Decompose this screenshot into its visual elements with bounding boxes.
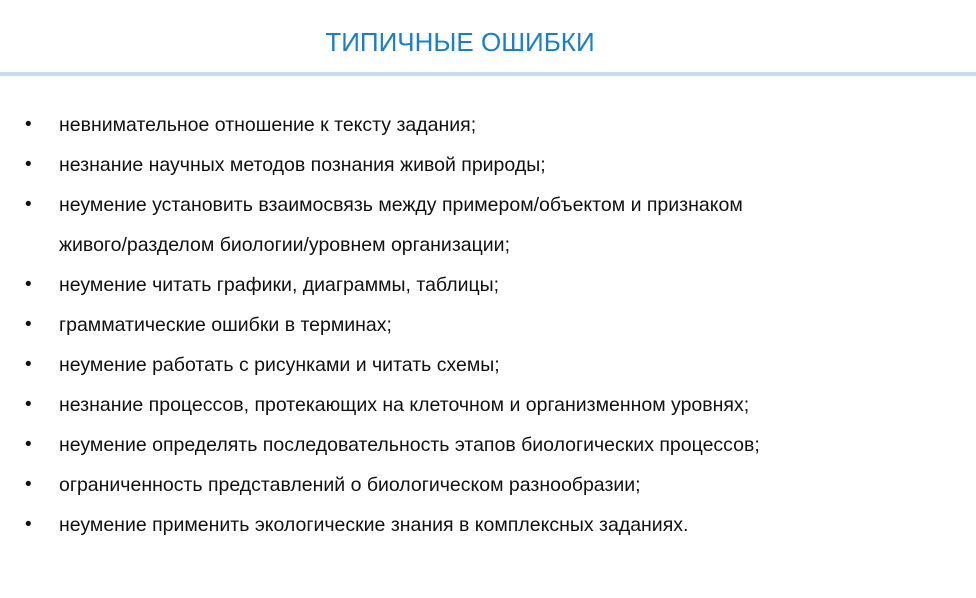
list-item	[0, 425, 976, 465]
bullet-icon: •	[25, 394, 32, 415]
bullet-icon: •	[25, 514, 32, 535]
list-item	[0, 145, 976, 185]
list-item	[0, 385, 976, 425]
list-item-text: неумение определять последовательность этапов биологических процессов;	[59, 434, 760, 456]
slide-title: ТИПИЧНЫЕ ОШИБКИ	[325, 27, 595, 57]
list-item-text: неумение работать с рисунками и читать схемы;	[59, 354, 500, 376]
list-item	[0, 345, 976, 385]
list-item	[0, 505, 976, 545]
bullet-icon: •	[25, 194, 32, 215]
list-item	[0, 105, 976, 145]
list-item-text: неумение читать графики, диаграммы, таблицы;	[59, 274, 500, 296]
list-item-text: неумение применить экологические знания в комплексных заданиях.	[59, 514, 689, 536]
list-item-text: незнание процессов, протекающих на клеточном и организменном уровнях;	[59, 394, 750, 416]
list-item-text: грамматические ошибки в терминах;	[59, 314, 392, 336]
error-list	[0, 105, 976, 545]
list-item	[0, 265, 976, 305]
bullet-icon: •	[25, 114, 32, 135]
bullet-icon: •	[25, 474, 32, 495]
bullet-icon: •	[25, 354, 32, 375]
list-item-text: невнимательное отношение к тексту задания;	[59, 114, 477, 136]
list-item	[0, 465, 976, 505]
list-item-text: незнание научных методов познания живой природы;	[59, 154, 546, 176]
list-item-text: ограниченность представлений о биологическом разнообразии;	[59, 474, 641, 496]
list-item	[0, 185, 976, 265]
bullet-icon: •	[25, 274, 32, 295]
bullet-icon: •	[25, 154, 32, 175]
title-divider	[0, 72, 976, 76]
list-item-text-continued: живого/разделом биологии/уровнем организации;	[59, 234, 510, 256]
bullet-icon: •	[25, 314, 32, 335]
list-item-text: неумение установить взаимосвязь между примером/объектом и признаком	[59, 194, 743, 216]
list-item	[0, 305, 976, 345]
bullet-icon: •	[25, 434, 32, 455]
